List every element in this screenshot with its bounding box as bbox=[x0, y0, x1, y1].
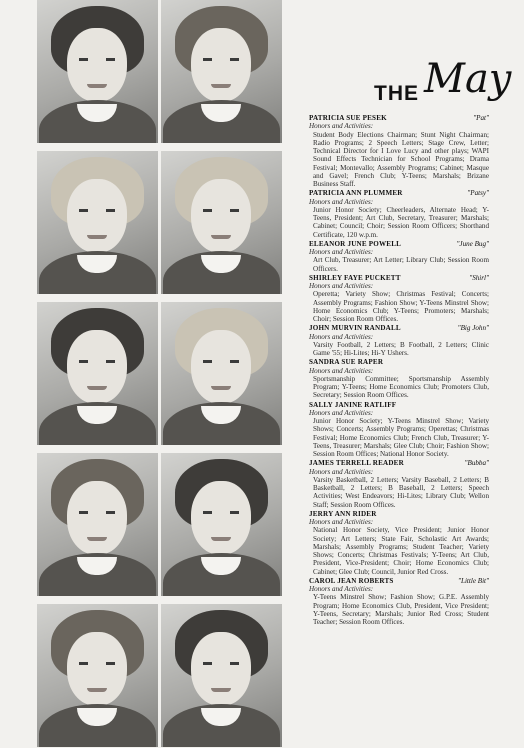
student-name: PATRICIA ANN PLUMMER bbox=[309, 189, 403, 198]
portrait-photo bbox=[161, 604, 282, 747]
student-nickname: "Big John" bbox=[457, 324, 489, 333]
portrait-photo bbox=[37, 302, 158, 445]
portrait-photo bbox=[161, 453, 282, 596]
heading-the: THE bbox=[374, 82, 419, 105]
honors-label: Honors and Activities: bbox=[309, 248, 374, 256]
honors-label: Honors and Activities: bbox=[309, 585, 374, 593]
activities-text: Varsity Basketball, 2 Letters; Varsity Baseball, 2 Letters; B Basketball, 2 Letters; B Baseball, 2 Letters; Speech Activities; West Endeavors; Hi-Lites; Library Club; Wellon Staff; Session Room Offices. bbox=[313, 475, 489, 509]
heading-month: May bbox=[424, 56, 512, 102]
honors-label: Honors and Activities: bbox=[309, 122, 374, 131]
student-name: SHIRLEY FAYE PUCKETT bbox=[309, 273, 401, 282]
student-bio bbox=[309, 401, 489, 459]
activities-text: Varsity Football, 2 Letters; B Football, 2 Letters; Clinic Game '55; Hi-Lites; Hi-Y Ushers. bbox=[313, 340, 489, 357]
portrait-photo bbox=[161, 0, 282, 143]
biography-column bbox=[309, 114, 489, 627]
portrait-photo bbox=[37, 453, 158, 596]
student-bio bbox=[309, 114, 489, 188]
student-name: PATRICIA SUE PESEK bbox=[309, 114, 387, 122]
honors-label: Honors and Activities: bbox=[309, 366, 374, 375]
student-bio bbox=[309, 240, 489, 273]
student-nickname: "Patsy" bbox=[467, 189, 489, 198]
portrait-photo bbox=[161, 151, 282, 294]
activities-text: Junior Honor Society; Cheerleaders, Alternate Head; Y-Teens, President; Art Club, Secretary, Treasurer; Marshals; Cabinet; Council; Choir; Session Room Officers; Shorthand Certificate, 120 w.p.m. bbox=[313, 205, 489, 239]
student-nickname: "Bubba" bbox=[464, 459, 489, 468]
honors-label: Honors and Activities: bbox=[309, 467, 374, 476]
honors-label: Honors and Activities: bbox=[309, 197, 374, 206]
student-name: JAMES TERRELL READER bbox=[309, 459, 404, 468]
student-nickname: "Pat" bbox=[473, 114, 489, 122]
portrait-photo bbox=[161, 302, 282, 445]
student-name: JERRY ANN RIDER bbox=[309, 509, 377, 518]
student-bio bbox=[309, 274, 489, 324]
honors-label: Honors and Activities: bbox=[309, 408, 374, 417]
student-bio bbox=[309, 324, 489, 357]
student-name: CAROL JEAN ROBERTS bbox=[309, 576, 394, 585]
portrait-grid bbox=[36, 0, 284, 748]
student-name: JOHN MURVIN RANDALL bbox=[309, 324, 401, 333]
student-nickname: "Shirl" bbox=[469, 273, 489, 282]
student-nickname: "June Bug" bbox=[456, 239, 489, 248]
student-name: SANDRA SUE RAPER bbox=[309, 358, 384, 367]
portrait-photo bbox=[37, 604, 158, 747]
honors-label: Honors and Activities: bbox=[309, 518, 374, 526]
student-nickname: "Little Bit" bbox=[458, 576, 489, 585]
honors-label: Honors and Activities: bbox=[309, 282, 374, 290]
honors-label: Honors and Activities: bbox=[309, 332, 374, 341]
student-bio bbox=[309, 459, 489, 509]
student-bio bbox=[309, 510, 489, 576]
student-bio bbox=[309, 189, 489, 239]
portrait-photo bbox=[37, 151, 158, 294]
student-bio bbox=[309, 577, 489, 627]
activities-text: Junior Honor Society; Y-Teens Minstrel Show; Variety Shows; Concerts; Assembly Programs; Operettas; Christmas Festival; Home Economics Club; French Club, Treasurer; Y-Teens, Treasurer; Marshals; Glee Club; Choir; Fashion Show; Session Room Offices; National Honor Society. bbox=[313, 417, 489, 458]
student-name: ELEANOR JUNE POWELL bbox=[309, 239, 402, 248]
activities-text: Operetta; Variety Show; Christmas Festival; Concerts; Assembly Programs; Fashion Show; Y-Teens Minstrel Show; Home Economics Club; Y-Teens; Promoters; Marshals; Choir; Session Room Offices. bbox=[313, 290, 489, 323]
student-name: SALLY JANINE RATLIFF bbox=[309, 400, 397, 409]
portrait-photo bbox=[37, 0, 158, 143]
activities-text: Y-Teens Minstrel Show; Fashion Show; G.P.E. Assembly Program; Home Economics Club, President, Vice President; Y-Teens, Secretary; Marshals; Junior Red Cross; Student Teacher; Session Room Offices. bbox=[313, 593, 489, 626]
activities-text: Sportsmanship Committee; Sportsmanship Assembly Program; Y-Teens; Home Economics Club; Promoters Club, Secretary; Session Room Offices. bbox=[313, 374, 489, 400]
activities-text: Student Body Elections Chairman; Stunt Night Chairman; Radio Programs; 2 Speech Letters; Stage Crew, Letter; Technical Director for I Love Lucy and other plays; WAPI Sound Effects Technician for School Programs; Drama Festival; Montevallo; Assembly Programs; Cabinet; Masque and Gavel; French Club; Y-Teens; Marshals; Brizane Business Staff. bbox=[313, 130, 489, 188]
activities-text: Art Club, Treasurer; Art Letter; Library Club; Session Room Officers. bbox=[313, 256, 489, 273]
student-bio bbox=[309, 358, 489, 399]
activities-text: National Honor Society, Vice President; Junior Honor Society; Art Letters; State Fair, Scholastic Art Awards; Marshals; Assembly Programs; Student Teacher; Variety Shows; Concerts; Christmas Festivals; Y-Teens; Art Club, President, Vice-President; Choir; Home Economics Club; Cabinet; Glee Club; Council, Junior Red Cross. bbox=[313, 526, 489, 576]
